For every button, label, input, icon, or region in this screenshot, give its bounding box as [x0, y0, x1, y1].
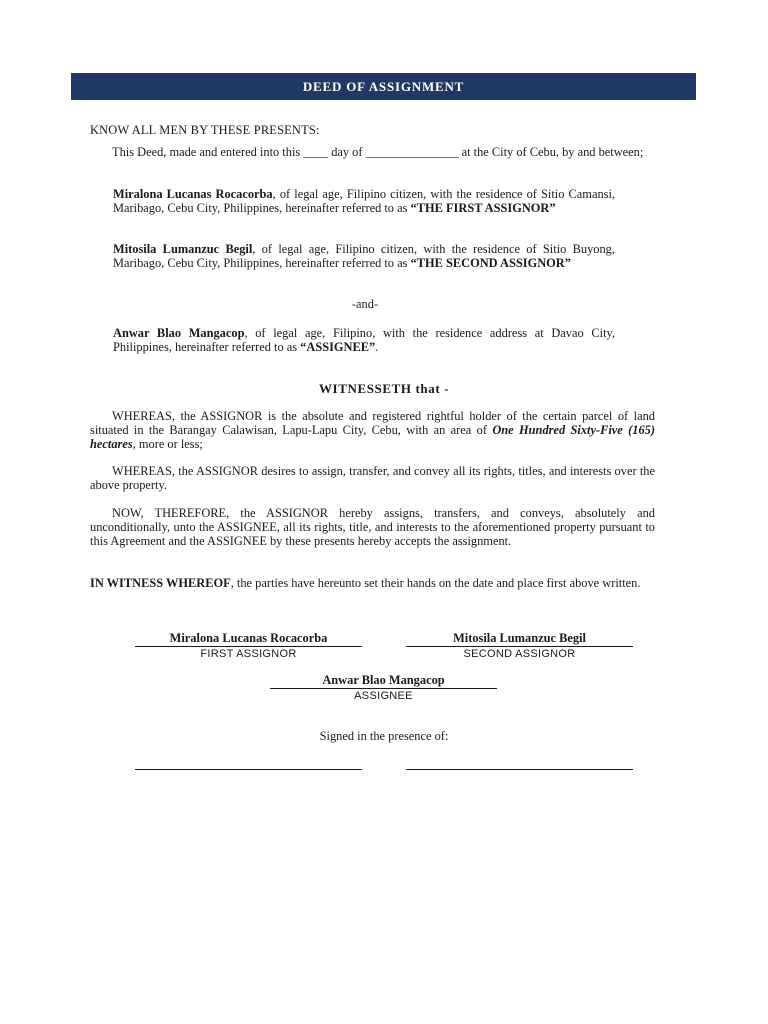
first-assignor-name: Miralona Lucanas Rocacorba — [113, 187, 273, 201]
signature-name-second-assignor: Mitosila Lumanzuc Begil — [406, 631, 633, 647]
in-witness-text: , the parties have hereunto set their hands on the date and place first above written. — [230, 576, 641, 590]
first-assignor-designation: “THE FIRST ASSIGNOR” — [410, 201, 556, 215]
signature-role-first-assignor: FIRST ASSIGNOR — [200, 648, 297, 660]
assignee-name: Anwar Blao Mangacop — [113, 326, 245, 340]
intro-paragraph: This Deed, made and entered into this ____ day of _______________ at the City of Cebu, by and between; — [112, 145, 644, 159]
first-assignor-paragraph — [113, 187, 615, 215]
assignee-details: , of legal age, Filipino, with the residence address at Davao City, Philippines, hereinafter referred to as — [113, 326, 616, 354]
second-assignor-details: , of legal age, Filipino citizen, with the residence of Sitio Buyong, Maribago, Cebu City, Philippines, hereinafter referred to as — [113, 242, 615, 270]
witness-signature-line-2 — [406, 769, 633, 770]
witness-signature-line-1 — [135, 769, 362, 770]
assignee-designation: “ASSIGNEE” — [300, 340, 376, 354]
signature-name-first-assignor: Miralona Lucanas Rocacorba — [135, 631, 362, 647]
assignee-paragraph — [113, 326, 615, 354]
signature-block-second-assignor — [406, 631, 633, 661]
and-separator: -and- — [351, 297, 379, 311]
presence-label: Signed in the presence of: — [319, 729, 449, 743]
signature-role-second-assignor: SECOND ASSIGNOR — [463, 648, 576, 660]
signature-block-first-assignor — [135, 631, 362, 661]
second-assignor-designation: “THE SECOND ASSIGNOR” — [410, 256, 571, 270]
second-assignor-paragraph — [113, 242, 615, 270]
now-therefore-paragraph: NOW, THEREFORE, the ASSIGNOR hereby assigns, transfers, and conveys, absolutely and unconditionally, unto the ASSIGNEE, all its rights, title, and interests to the aforementioned property pursuant to this Agreement and the ASSIGNEE by these presents hereby accepts the assignment. — [90, 506, 655, 548]
document-title — [71, 73, 696, 100]
signature-name-assignee: Anwar Blao Mangacop — [270, 673, 497, 689]
signature-block-assignee — [270, 673, 497, 703]
whereas-1-text: WHEREAS, the ASSIGNOR is the absolute and registered rightful holder of the certain parcel of land situated in the Barangay Calawisan, Lapu-Lapu City, Cebu, with an area of — [90, 409, 655, 437]
signature-role-assignee: ASSIGNEE — [354, 690, 413, 702]
witnesseth-heading: WITNESSETH that - — [318, 381, 450, 396]
whereas-1-area: One Hundred Sixty-Five (165) hectares — [90, 423, 655, 451]
whereas-paragraph-2: WHEREAS, the ASSIGNOR desires to assign, transfer, and convey all its rights, titles, and interests over the above property. — [90, 464, 655, 492]
assignee-end: . — [375, 340, 379, 354]
whereas-paragraph-1 — [90, 409, 655, 451]
in-witness-paragraph — [90, 576, 655, 590]
in-witness-lead: IN WITNESS WHEREOF — [90, 576, 231, 590]
salutation: KNOW ALL MEN BY THESE PRESENTS: — [90, 123, 320, 137]
second-assignor-name: Mitosila Lumanzuc Begil — [113, 242, 253, 256]
first-assignor-details: , of legal age, Filipino citizen, with the residence of Sitio Camansi, Maribago, Cebu City, Philippines, hereinafter referred to as — [113, 187, 615, 215]
document-title-text: DEED OF ASSIGNMENT — [302, 78, 465, 94]
whereas-1-end: , more or less; — [132, 437, 203, 451]
